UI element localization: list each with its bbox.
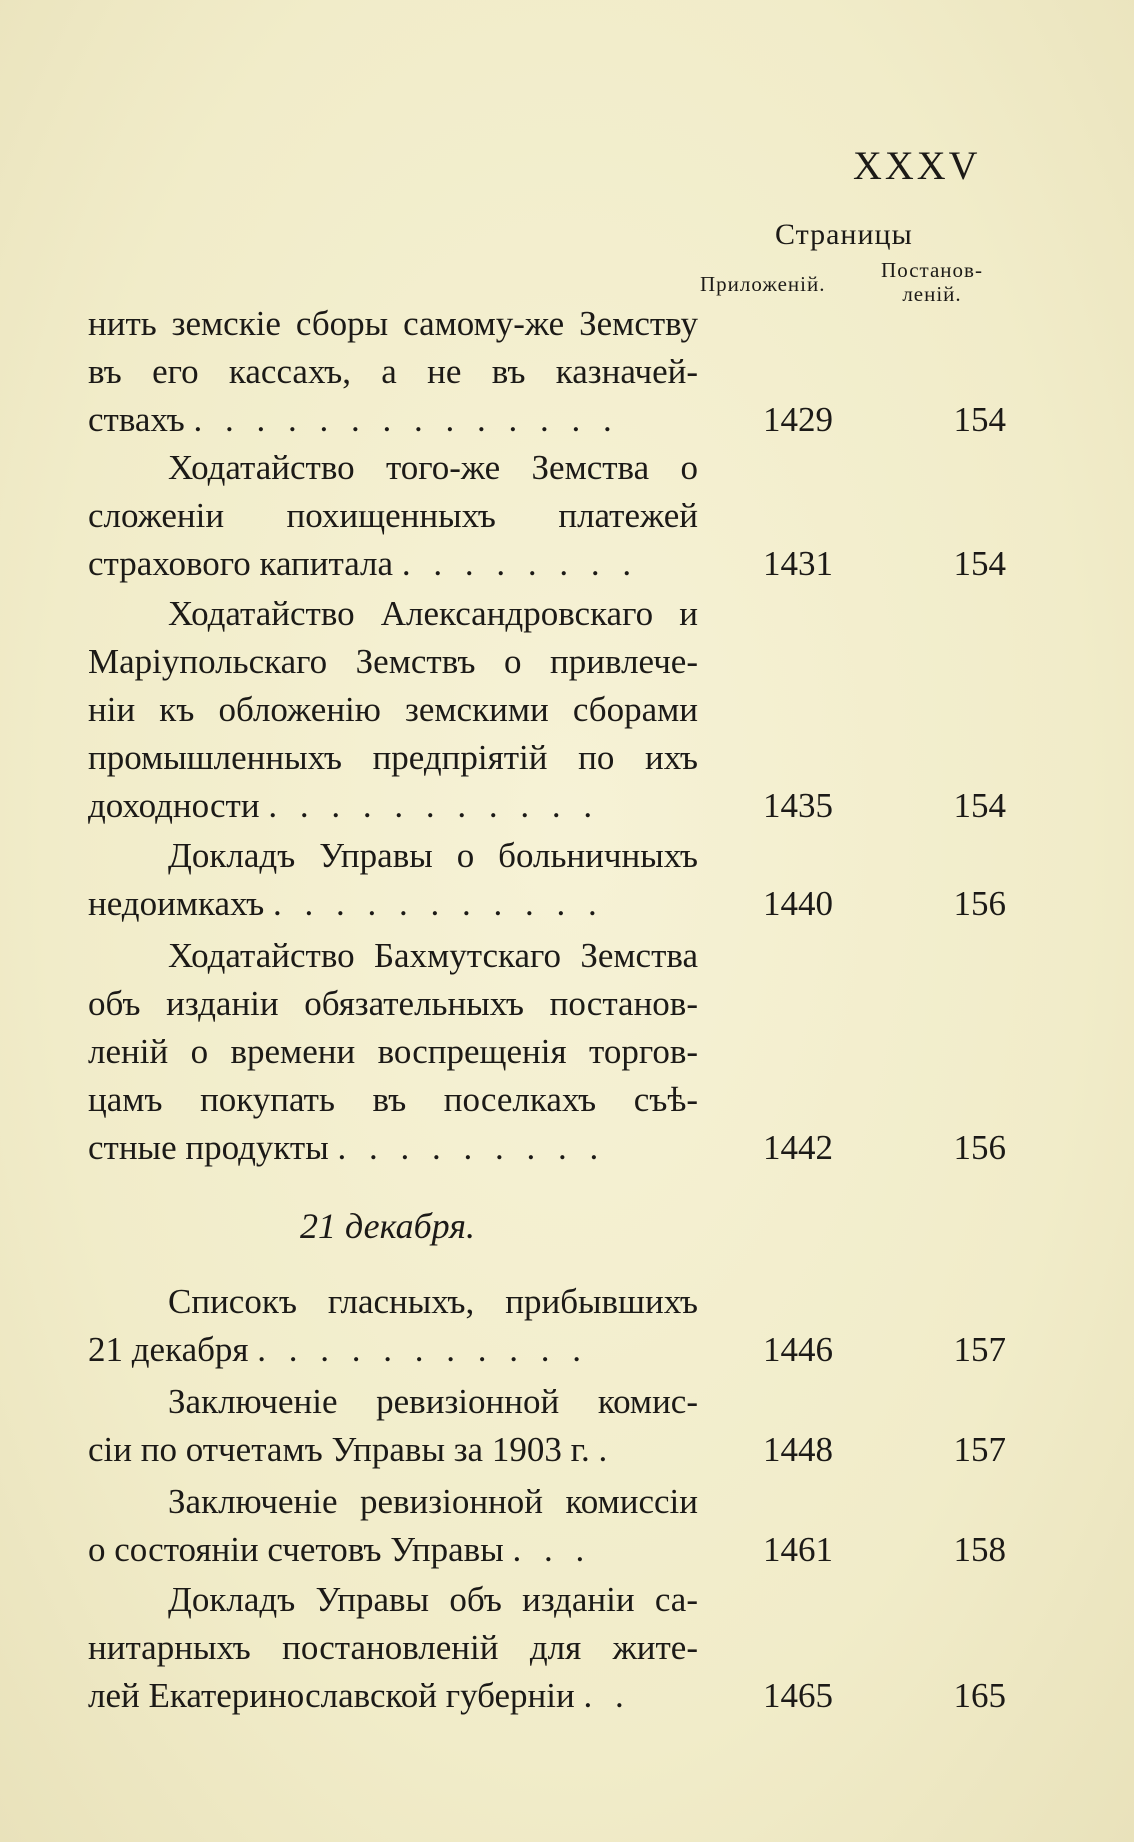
resolution-page-number: 154 xyxy=(953,400,1006,439)
entry-last-line xyxy=(88,544,698,584)
entry-title-end: сіи по отчетамъ Управы за 1903 г. xyxy=(88,1430,590,1469)
column-header-resolutions xyxy=(872,258,992,306)
entry-last-line xyxy=(88,1676,698,1716)
entry-last-line xyxy=(88,1430,698,1470)
entry-last-line xyxy=(88,1128,698,1168)
leader-dots: . . . . . . . . . . . . . . xyxy=(193,400,619,439)
entry-title-end: ствахъ xyxy=(88,400,185,439)
entry-title-end: недоимкахъ xyxy=(88,884,265,923)
entry-text-line: сложеніи похищенныхъ платежей xyxy=(88,496,698,535)
appendix-page-number: 1440 xyxy=(763,884,833,923)
appendix-page-number: 1448 xyxy=(763,1430,833,1469)
leader-dots: . . xyxy=(583,1676,631,1715)
appendix-page-number: 1429 xyxy=(763,400,833,439)
appendix-page-number: 1431 xyxy=(763,544,833,583)
entry-title-end: страхового капитала xyxy=(88,544,394,583)
entry-text-line: промышленныхъ предпріятій по ихъ xyxy=(88,738,698,777)
entry-text-line: цамъ покупать въ поселкахъ съѣ- xyxy=(88,1080,698,1119)
entry-title-end: 21 декабря xyxy=(88,1330,249,1369)
entry-last-line xyxy=(88,786,698,826)
leader-dots: . . . . . . . . . xyxy=(337,1128,606,1167)
entry-text-line: Ходатайство Александровскаго и xyxy=(168,594,698,633)
entry-text-line: Докладъ Управы о больничныхъ xyxy=(168,836,698,875)
page-number: XXXV xyxy=(853,143,981,188)
column-header-resolutions-line2: леній. xyxy=(902,282,962,306)
appendix-page-number: 1442 xyxy=(763,1128,833,1167)
leader-dots: . . . . . . . . . . . xyxy=(268,786,600,825)
resolution-page-number: 154 xyxy=(953,786,1006,825)
entry-text-line: объ изданіи обязательныхъ постанов- xyxy=(88,984,698,1023)
column-header-pages: Страницы xyxy=(775,218,913,251)
appendix-page-number: 1446 xyxy=(763,1330,833,1369)
appendix-page-number: 1461 xyxy=(763,1530,833,1569)
resolution-page-number: 157 xyxy=(953,1330,1006,1369)
column-header-resolutions-line1: Постанов- xyxy=(881,258,983,282)
appendix-page-number: 1465 xyxy=(763,1676,833,1715)
resolution-page-number: 165 xyxy=(953,1676,1006,1715)
resolution-page-number: 154 xyxy=(953,544,1006,583)
resolution-page-number: 156 xyxy=(953,1128,1006,1167)
leader-dots: . . . xyxy=(512,1530,592,1569)
date-heading: 21 декабря. xyxy=(300,1206,475,1246)
entry-text-line: Докладъ Управы объ изданіи са- xyxy=(168,1580,698,1619)
entry-title-end: доходности xyxy=(88,786,260,825)
entry-text-line: Маріупольскаго Земствъ о привлече- xyxy=(88,642,698,681)
entry-last-line xyxy=(88,400,698,440)
entry-text-line: въ его кассахъ, а не въ казначей- xyxy=(88,352,698,391)
resolution-page-number: 157 xyxy=(953,1430,1006,1469)
entry-text-line: Ходатайство Бахмутскаго Земства xyxy=(168,936,698,975)
leader-dots: . . . . . . . . . . . xyxy=(273,884,604,923)
entry-title-end: о состояніи счетовъ Управы xyxy=(88,1530,504,1569)
column-header-appendices: Приложеній. xyxy=(700,272,826,296)
entry-last-line xyxy=(88,1530,698,1570)
appendix-page-number: 1435 xyxy=(763,786,833,825)
entry-text-line: леній о времени воспрещенія торгов- xyxy=(88,1032,698,1071)
entry-last-line xyxy=(88,884,698,924)
entry-text-line: нитарныхъ постановленій для жите- xyxy=(88,1628,698,1667)
entry-text-line: Списокъ гласныхъ, прибывшихъ xyxy=(168,1282,698,1321)
leader-dots: . . . . . . . . xyxy=(401,544,639,583)
entry-title-end: стные продукты xyxy=(88,1128,329,1167)
entry-text-line: Заключеніе ревизіонной комиссіи xyxy=(168,1482,698,1521)
resolution-page-number: 156 xyxy=(953,884,1006,923)
entry-text-line: Заключеніе ревизіонной комис- xyxy=(168,1382,698,1421)
resolution-page-number: 158 xyxy=(953,1530,1006,1569)
leader-dots: . . . . . . . . . . . xyxy=(257,1330,589,1369)
entry-text-line: Ходатайство того-же Земства о xyxy=(168,448,698,487)
entry-text-line: нить земскіе сборы самому-же Земству xyxy=(88,304,698,343)
entry-text-line: ніи къ обложенію земскими сборами xyxy=(88,690,698,729)
entry-title-end: лей Екатеринославской губерніи xyxy=(88,1676,575,1715)
leader-dots: . xyxy=(598,1430,615,1469)
entry-last-line xyxy=(88,1330,698,1370)
